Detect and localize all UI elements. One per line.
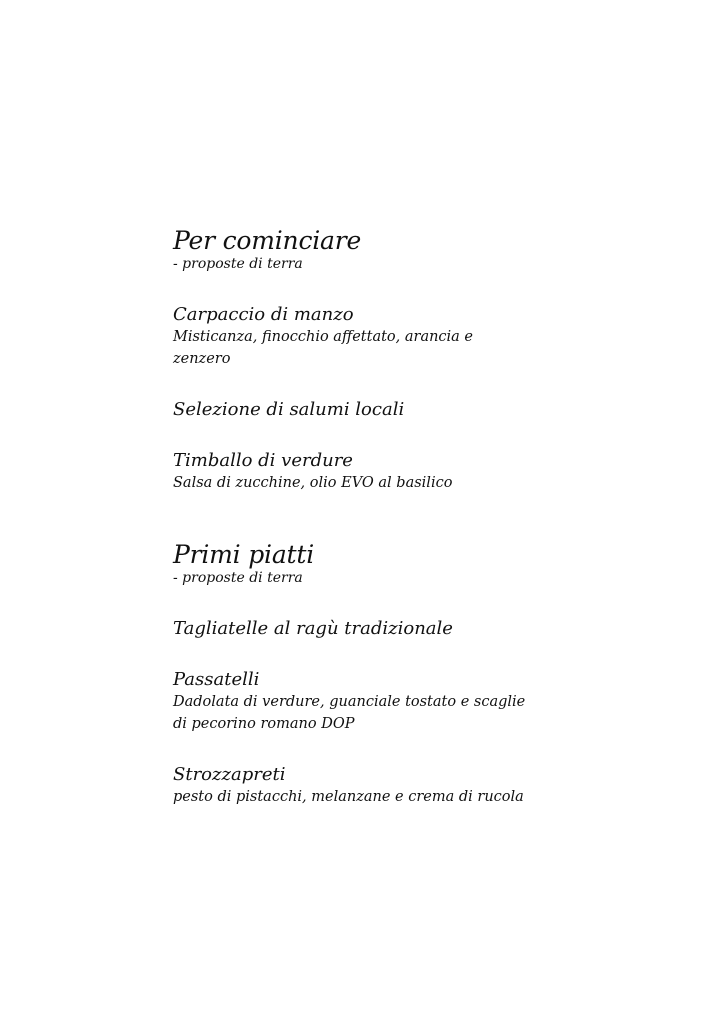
- section-title: Primi piatti: [173, 540, 315, 569]
- dish-description: pesto di pistacchi, melanzane e crema di rucola: [173, 789, 524, 805]
- dish-name: Timballo di verdure: [173, 450, 353, 471]
- dish-item: [173, 764, 693, 808]
- section-subtitle: - proposte di terra: [173, 570, 303, 586]
- dish-item: [173, 450, 693, 494]
- dish-name: Carpaccio di manzo: [173, 304, 354, 325]
- dish-name: Strozzapreti: [173, 764, 286, 785]
- dish-item: [173, 618, 693, 640]
- dish-item: [173, 399, 693, 421]
- section-primi-piatti: [173, 540, 693, 808]
- dish-item: [173, 304, 693, 370]
- section-per-cominciare: [173, 226, 693, 494]
- dish-item: [173, 669, 693, 735]
- menu: [173, 226, 693, 808]
- dish-description: Salsa di zucchine, olio EVO al basilico: [173, 475, 453, 491]
- dish-name: Passatelli: [173, 669, 260, 690]
- dish-description: Dadolata di verdure, guanciale tostato e scaglie di pecorino romano DOP: [173, 694, 526, 732]
- dish-name: Tagliatelle al ragù tradizionale: [173, 618, 453, 639]
- dish-description: Misticanza, finocchio affettato, arancia e zenzero: [173, 329, 474, 367]
- section-subtitle: - proposte di terra: [173, 256, 303, 272]
- section-title: Per cominciare: [173, 226, 362, 255]
- dish-name: Selezione di salumi locali: [173, 399, 405, 420]
